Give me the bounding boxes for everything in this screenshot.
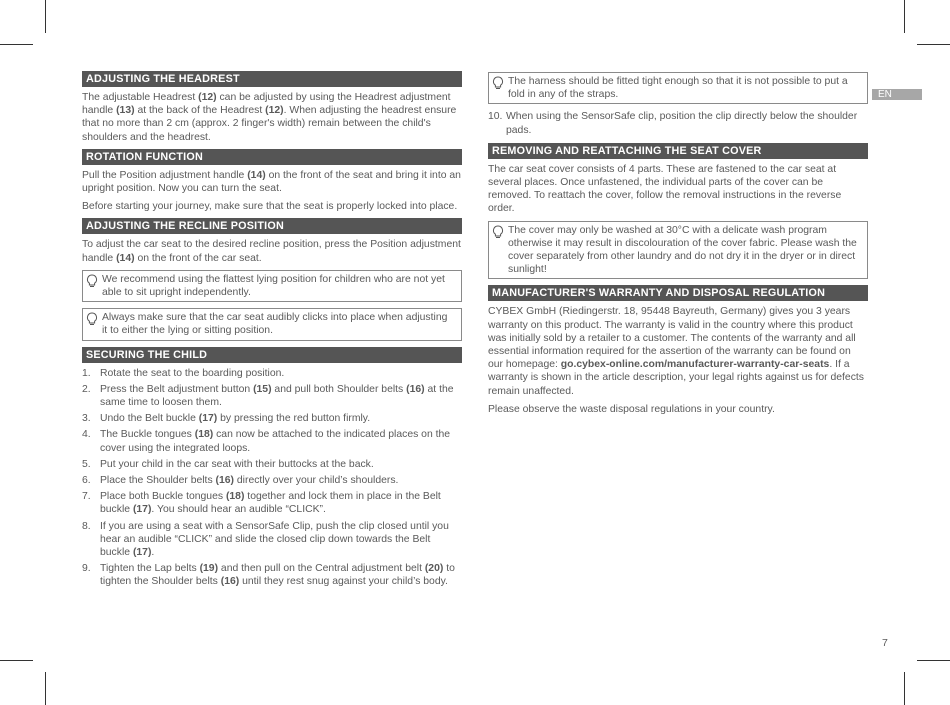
rotation-paragraph-2: Before starting your journey, make sure that the seat is properly locked into place. [82, 201, 458, 213]
language-tab: EN [872, 89, 922, 100]
lightbulb-icon [86, 312, 98, 326]
section-heading-headrest: ADJUSTING THE HEADREST [82, 71, 462, 87]
section-heading-rotation: ROTATION FUNCTION [82, 149, 462, 165]
crop-mark [45, 0, 46, 33]
crop-mark [917, 44, 950, 45]
note-box: Always make sure that the car seat audibly clicks into place when adjusting it to either the lying or sitting position. [82, 308, 462, 340]
list-item: 2. Press the Belt adjustment button (15) and pull both Shoulder belts (16) at the same time to loosen them. [82, 383, 454, 409]
list-item: 6. Place the Shoulder belts (16) directly over your child’s shoulders. [82, 475, 399, 487]
crop-mark [917, 660, 950, 661]
lightbulb-icon [86, 274, 98, 288]
crop-mark [0, 44, 33, 45]
section-heading-securing: SECURING THE CHILD [82, 347, 462, 363]
cover-paragraph: The car seat cover consists of 4 parts. These are fastened to the car seat at several places. Once unfastened, the individual parts of the cover can be removed. To reattach the cover, follow the removal instructions in the reverse order. [488, 163, 842, 215]
crop-mark [904, 672, 905, 705]
crop-mark [904, 0, 905, 33]
crop-mark [0, 660, 33, 661]
lightbulb-icon [492, 76, 504, 90]
page-number: 7 [882, 637, 888, 649]
section-heading-recline: ADJUSTING THE RECLINE POSITION [82, 218, 462, 234]
list-item: 3. Undo the Belt buckle (17) by pressing the red button firmly. [82, 413, 371, 425]
list-item: 4. The Buckle tongues (18) can now be attached to the indicated places on the cover using the integrated loops. [82, 429, 451, 454]
disposal-paragraph: Please observe the waste disposal regulations in your country. [488, 403, 775, 415]
securing-steps-list-continued [488, 110, 868, 136]
list-item: 7. Place both Buckle tongues (18) together and lock them in place in the Belt buckle (17). You should hear an audible “CLICK”. [82, 491, 441, 516]
crop-mark [45, 672, 46, 705]
section-heading-warranty: MANUFACTURER'S WARRANTY AND DISPOSAL REGULATION [488, 285, 868, 301]
lightbulb-icon [492, 225, 504, 239]
rotation-paragraph: Pull the Position adjustment handle (14) on the front of the seat and bring it into an upright position. Now you can turn the seat. [82, 169, 461, 195]
warranty-link[interactable]: go.cybex-online.com/manufacturer-warranty-car-seats [560, 359, 830, 371]
note-box: We recommend using the flattest lying position for children who are not yet able to sit upright independently. [82, 270, 462, 302]
note-box: The harness should be fitted tight enough so that it is not possible to put a fold in any of the straps. [488, 72, 868, 104]
list-item: 5. Put your child in the car seat with their buttocks at the back. [82, 458, 374, 470]
list-item: 8. If you are using a seat with a SensorSafe Clip, push the clip closed until you hear an audible “CLICK” and slide the closed clip down towards the Belt buckle (17). [82, 520, 449, 559]
securing-steps-list [82, 367, 462, 589]
right-column [488, 72, 868, 421]
section-heading-cover: REMOVING AND REATTACHING THE SEAT COVER [488, 143, 868, 159]
left-column [82, 71, 462, 595]
headrest-paragraph: The adjustable Headrest (12) can be adjusted by using the Headrest adjustment handle (13) at the back of the Headrest (12). When adjusting the headrest ensure that no more than 2 cm (approx. 2 finger's width) remain between the child's shoulders and the headrest. [82, 92, 457, 143]
list-item: 1. Rotate the seat to the boarding position. [82, 367, 285, 379]
note-box: The cover may only be washed at 30°C with a delicate wash program otherwise it may result in discolouration of the cover fabric. Please wash the cover separately from other laundry and do not dry it in the dryer or in direct sunlight! [488, 221, 868, 280]
list-item: 9. Tighten the Lap belts (19) and then pull on the Central adjustment belt (20) to tighten the Shoulder belts (16) until they rest snug against your child’s body. [82, 563, 455, 588]
recline-paragraph: To adjust the car seat to the desired recline position, press the Position adjustment handle (14) on the front of the car seat. [82, 239, 461, 264]
warranty-paragraph: CYBEX GmbH (Riedingerstr. 18, 95448 Bayreuth, Germany) gives you 3 years warranty on this product. The warranty is valid in the country where this product was initially sold by a retailer to a customer. The contents of the warranty and all essential information required for the assertion of the warranty can be found on our homepage: go.cybex-online.com/manufacturer-warranty-car-seats. If a warranty is shown in the article description, your legal rights against us for defects remain unaffected. [488, 306, 864, 397]
list-item: 10. When using the SensorSafe clip, position the clip directly below the shoulder pads. [488, 111, 858, 136]
